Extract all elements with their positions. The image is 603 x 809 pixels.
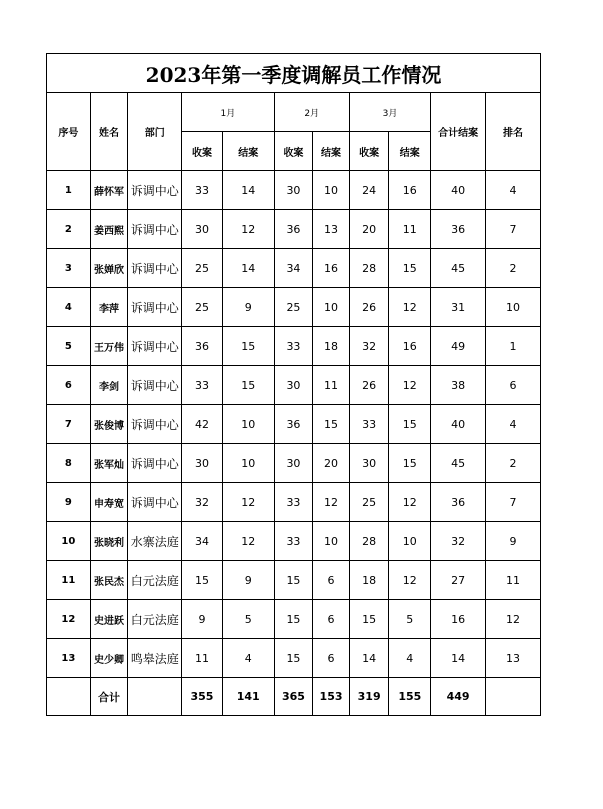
row-m1-received: 9 <box>182 600 223 639</box>
row-index: 5 <box>47 327 91 366</box>
row-name: 史进跃 <box>90 600 128 639</box>
row-name: 李剑 <box>90 366 128 405</box>
row-m2-closed: 12 <box>313 483 350 522</box>
row-m2-received: 30 <box>274 366 313 405</box>
row-m1-closed: 10 <box>222 405 274 444</box>
header-index: 序号 <box>47 93 91 171</box>
row-m3-closed: 12 <box>389 366 431 405</box>
table-row <box>47 171 541 210</box>
row-m2-received: 25 <box>274 288 313 327</box>
row-name: 张俊博 <box>90 405 128 444</box>
row-name: 薛怀军 <box>90 171 128 210</box>
header-total-closed: 合计结案 <box>431 93 486 171</box>
totals-m3-closed: 155 <box>389 678 431 716</box>
row-m2-closed: 6 <box>313 639 350 678</box>
totals-rank <box>486 678 541 716</box>
row-total-closed: 32 <box>431 522 486 561</box>
row-m3-closed: 10 <box>389 522 431 561</box>
row-m1-closed: 10 <box>222 444 274 483</box>
row-m3-closed: 4 <box>389 639 431 678</box>
row-m2-received: 36 <box>274 405 313 444</box>
row-m3-received: 14 <box>349 639 389 678</box>
row-dept: 鸣皋法庭 <box>128 639 182 678</box>
row-m3-closed: 15 <box>389 405 431 444</box>
row-m2-closed: 13 <box>313 210 350 249</box>
row-m1-closed: 12 <box>222 522 274 561</box>
row-m1-received: 32 <box>182 483 223 522</box>
table-row <box>47 405 541 444</box>
totals-index <box>47 678 91 716</box>
totals-m1-closed: 141 <box>222 678 274 716</box>
row-index: 6 <box>47 366 91 405</box>
row-m3-closed: 16 <box>389 171 431 210</box>
totals-m1-received: 355 <box>182 678 223 716</box>
row-dept: 诉调中心 <box>128 171 182 210</box>
header-m1-received: 收案 <box>182 132 223 171</box>
row-m1-closed: 14 <box>222 171 274 210</box>
row-m2-closed: 6 <box>313 561 350 600</box>
row-name: 张军灿 <box>90 444 128 483</box>
row-m3-received: 15 <box>349 600 389 639</box>
row-m2-received: 30 <box>274 171 313 210</box>
row-m1-received: 25 <box>182 249 223 288</box>
header-m1-closed: 结案 <box>222 132 274 171</box>
row-m3-received: 20 <box>349 210 389 249</box>
row-m3-received: 33 <box>349 405 389 444</box>
row-m1-received: 25 <box>182 288 223 327</box>
row-m1-closed: 9 <box>222 561 274 600</box>
row-dept: 诉调中心 <box>128 327 182 366</box>
row-rank: 12 <box>486 600 541 639</box>
row-dept: 诉调中心 <box>128 405 182 444</box>
row-index: 10 <box>47 522 91 561</box>
row-m3-received: 28 <box>349 249 389 288</box>
row-m1-received: 33 <box>182 366 223 405</box>
row-m1-closed: 15 <box>222 366 274 405</box>
row-dept: 诉调中心 <box>128 249 182 288</box>
row-m1-received: 30 <box>182 444 223 483</box>
row-name: 史少卿 <box>90 639 128 678</box>
row-rank: 6 <box>486 366 541 405</box>
row-m2-received: 15 <box>274 639 313 678</box>
header-m3-received: 收案 <box>349 132 389 171</box>
row-index: 9 <box>47 483 91 522</box>
totals-closed-sum: 449 <box>431 678 486 716</box>
table-row <box>47 522 541 561</box>
totals-row <box>47 678 541 716</box>
row-m2-received: 34 <box>274 249 313 288</box>
row-m1-received: 36 <box>182 327 223 366</box>
row-m2-received: 33 <box>274 483 313 522</box>
row-m3-received: 18 <box>349 561 389 600</box>
table-row <box>47 600 541 639</box>
header-m3-closed: 结案 <box>389 132 431 171</box>
row-name: 张民杰 <box>90 561 128 600</box>
row-m1-received: 42 <box>182 405 223 444</box>
row-total-closed: 38 <box>431 366 486 405</box>
row-m2-received: 30 <box>274 444 313 483</box>
row-index: 7 <box>47 405 91 444</box>
table-row <box>47 288 541 327</box>
row-m2-received: 36 <box>274 210 313 249</box>
row-m3-closed: 11 <box>389 210 431 249</box>
table-row <box>47 366 541 405</box>
row-m3-received: 26 <box>349 366 389 405</box>
row-dept: 白元法庭 <box>128 600 182 639</box>
table-row <box>47 249 541 288</box>
row-m3-received: 32 <box>349 327 389 366</box>
row-name: 申寿宽 <box>90 483 128 522</box>
row-m3-received: 25 <box>349 483 389 522</box>
row-m3-closed: 12 <box>389 483 431 522</box>
row-m2-closed: 16 <box>313 249 350 288</box>
header-month-1: 1月 <box>182 93 274 132</box>
row-m3-closed: 15 <box>389 249 431 288</box>
row-m2-received: 15 <box>274 561 313 600</box>
table-row <box>47 639 541 678</box>
header-month-2: 2月 <box>274 93 349 132</box>
row-total-closed: 31 <box>431 288 486 327</box>
row-total-closed: 16 <box>431 600 486 639</box>
row-index: 8 <box>47 444 91 483</box>
row-total-closed: 45 <box>431 444 486 483</box>
mediator-work-table <box>46 53 541 716</box>
totals-m2-received: 365 <box>274 678 313 716</box>
row-m1-received: 30 <box>182 210 223 249</box>
row-m2-closed: 6 <box>313 600 350 639</box>
row-m2-closed: 10 <box>313 288 350 327</box>
row-m3-received: 24 <box>349 171 389 210</box>
row-name: 张晓利 <box>90 522 128 561</box>
header-m2-closed: 结案 <box>313 132 350 171</box>
row-index: 13 <box>47 639 91 678</box>
row-rank: 11 <box>486 561 541 600</box>
totals-m3-received: 319 <box>349 678 389 716</box>
row-rank: 4 <box>486 405 541 444</box>
row-m2-received: 33 <box>274 327 313 366</box>
row-index: 3 <box>47 249 91 288</box>
row-total-closed: 36 <box>431 483 486 522</box>
row-index: 2 <box>47 210 91 249</box>
row-rank: 4 <box>486 171 541 210</box>
row-total-closed: 45 <box>431 249 486 288</box>
row-m3-closed: 12 <box>389 288 431 327</box>
header-m2-received: 收案 <box>274 132 313 171</box>
row-m2-received: 33 <box>274 522 313 561</box>
row-m3-received: 28 <box>349 522 389 561</box>
row-m1-closed: 14 <box>222 249 274 288</box>
header-rank: 排名 <box>486 93 541 171</box>
row-dept: 白元法庭 <box>128 561 182 600</box>
row-index: 12 <box>47 600 91 639</box>
row-index: 1 <box>47 171 91 210</box>
row-m2-closed: 10 <box>313 522 350 561</box>
totals-label: 合计 <box>90 678 128 716</box>
row-m1-closed: 15 <box>222 327 274 366</box>
row-name: 王万伟 <box>90 327 128 366</box>
row-m3-received: 26 <box>349 288 389 327</box>
row-total-closed: 36 <box>431 210 486 249</box>
row-dept: 诉调中心 <box>128 366 182 405</box>
totals-m2-closed: 153 <box>313 678 350 716</box>
row-index: 11 <box>47 561 91 600</box>
row-m1-received: 34 <box>182 522 223 561</box>
row-dept: 诉调中心 <box>128 444 182 483</box>
row-total-closed: 14 <box>431 639 486 678</box>
row-m2-closed: 15 <box>313 405 350 444</box>
row-total-closed: 40 <box>431 171 486 210</box>
row-m1-closed: 12 <box>222 210 274 249</box>
row-rank: 7 <box>486 483 541 522</box>
row-rank: 2 <box>486 249 541 288</box>
row-total-closed: 40 <box>431 405 486 444</box>
table-row <box>47 561 541 600</box>
table-row <box>47 483 541 522</box>
row-m1-closed: 5 <box>222 600 274 639</box>
table-rows <box>47 171 541 678</box>
row-dept: 诉调中心 <box>128 210 182 249</box>
row-m2-received: 15 <box>274 600 313 639</box>
row-m2-closed: 20 <box>313 444 350 483</box>
sheet-title: 2023年第一季度调解员工作情况 <box>47 54 541 93</box>
row-m2-closed: 11 <box>313 366 350 405</box>
row-total-closed: 27 <box>431 561 486 600</box>
row-m3-closed: 12 <box>389 561 431 600</box>
row-m2-closed: 18 <box>313 327 350 366</box>
row-name: 姜西熙 <box>90 210 128 249</box>
row-rank: 7 <box>486 210 541 249</box>
row-m1-received: 15 <box>182 561 223 600</box>
row-dept: 诉调中心 <box>128 483 182 522</box>
row-m1-received: 11 <box>182 639 223 678</box>
row-dept: 水寨法庭 <box>128 522 182 561</box>
row-m3-closed: 15 <box>389 444 431 483</box>
row-m1-closed: 9 <box>222 288 274 327</box>
table-row <box>47 210 541 249</box>
totals-dept <box>128 678 182 716</box>
header-name: 姓名 <box>90 93 128 171</box>
row-rank: 2 <box>486 444 541 483</box>
row-rank: 10 <box>486 288 541 327</box>
row-m1-closed: 12 <box>222 483 274 522</box>
header-dept: 部门 <box>128 93 182 171</box>
row-name: 张婵欣 <box>90 249 128 288</box>
row-rank: 13 <box>486 639 541 678</box>
row-m3-closed: 16 <box>389 327 431 366</box>
row-rank: 1 <box>486 327 541 366</box>
row-dept: 诉调中心 <box>128 288 182 327</box>
row-name: 李萍 <box>90 288 128 327</box>
row-index: 4 <box>47 288 91 327</box>
table-row <box>47 327 541 366</box>
row-m2-closed: 10 <box>313 171 350 210</box>
row-m1-closed: 4 <box>222 639 274 678</box>
row-rank: 9 <box>486 522 541 561</box>
row-m1-received: 33 <box>182 171 223 210</box>
row-m3-closed: 5 <box>389 600 431 639</box>
table-row <box>47 444 541 483</box>
header-month-3: 3月 <box>349 93 430 132</box>
row-m3-received: 30 <box>349 444 389 483</box>
row-total-closed: 49 <box>431 327 486 366</box>
